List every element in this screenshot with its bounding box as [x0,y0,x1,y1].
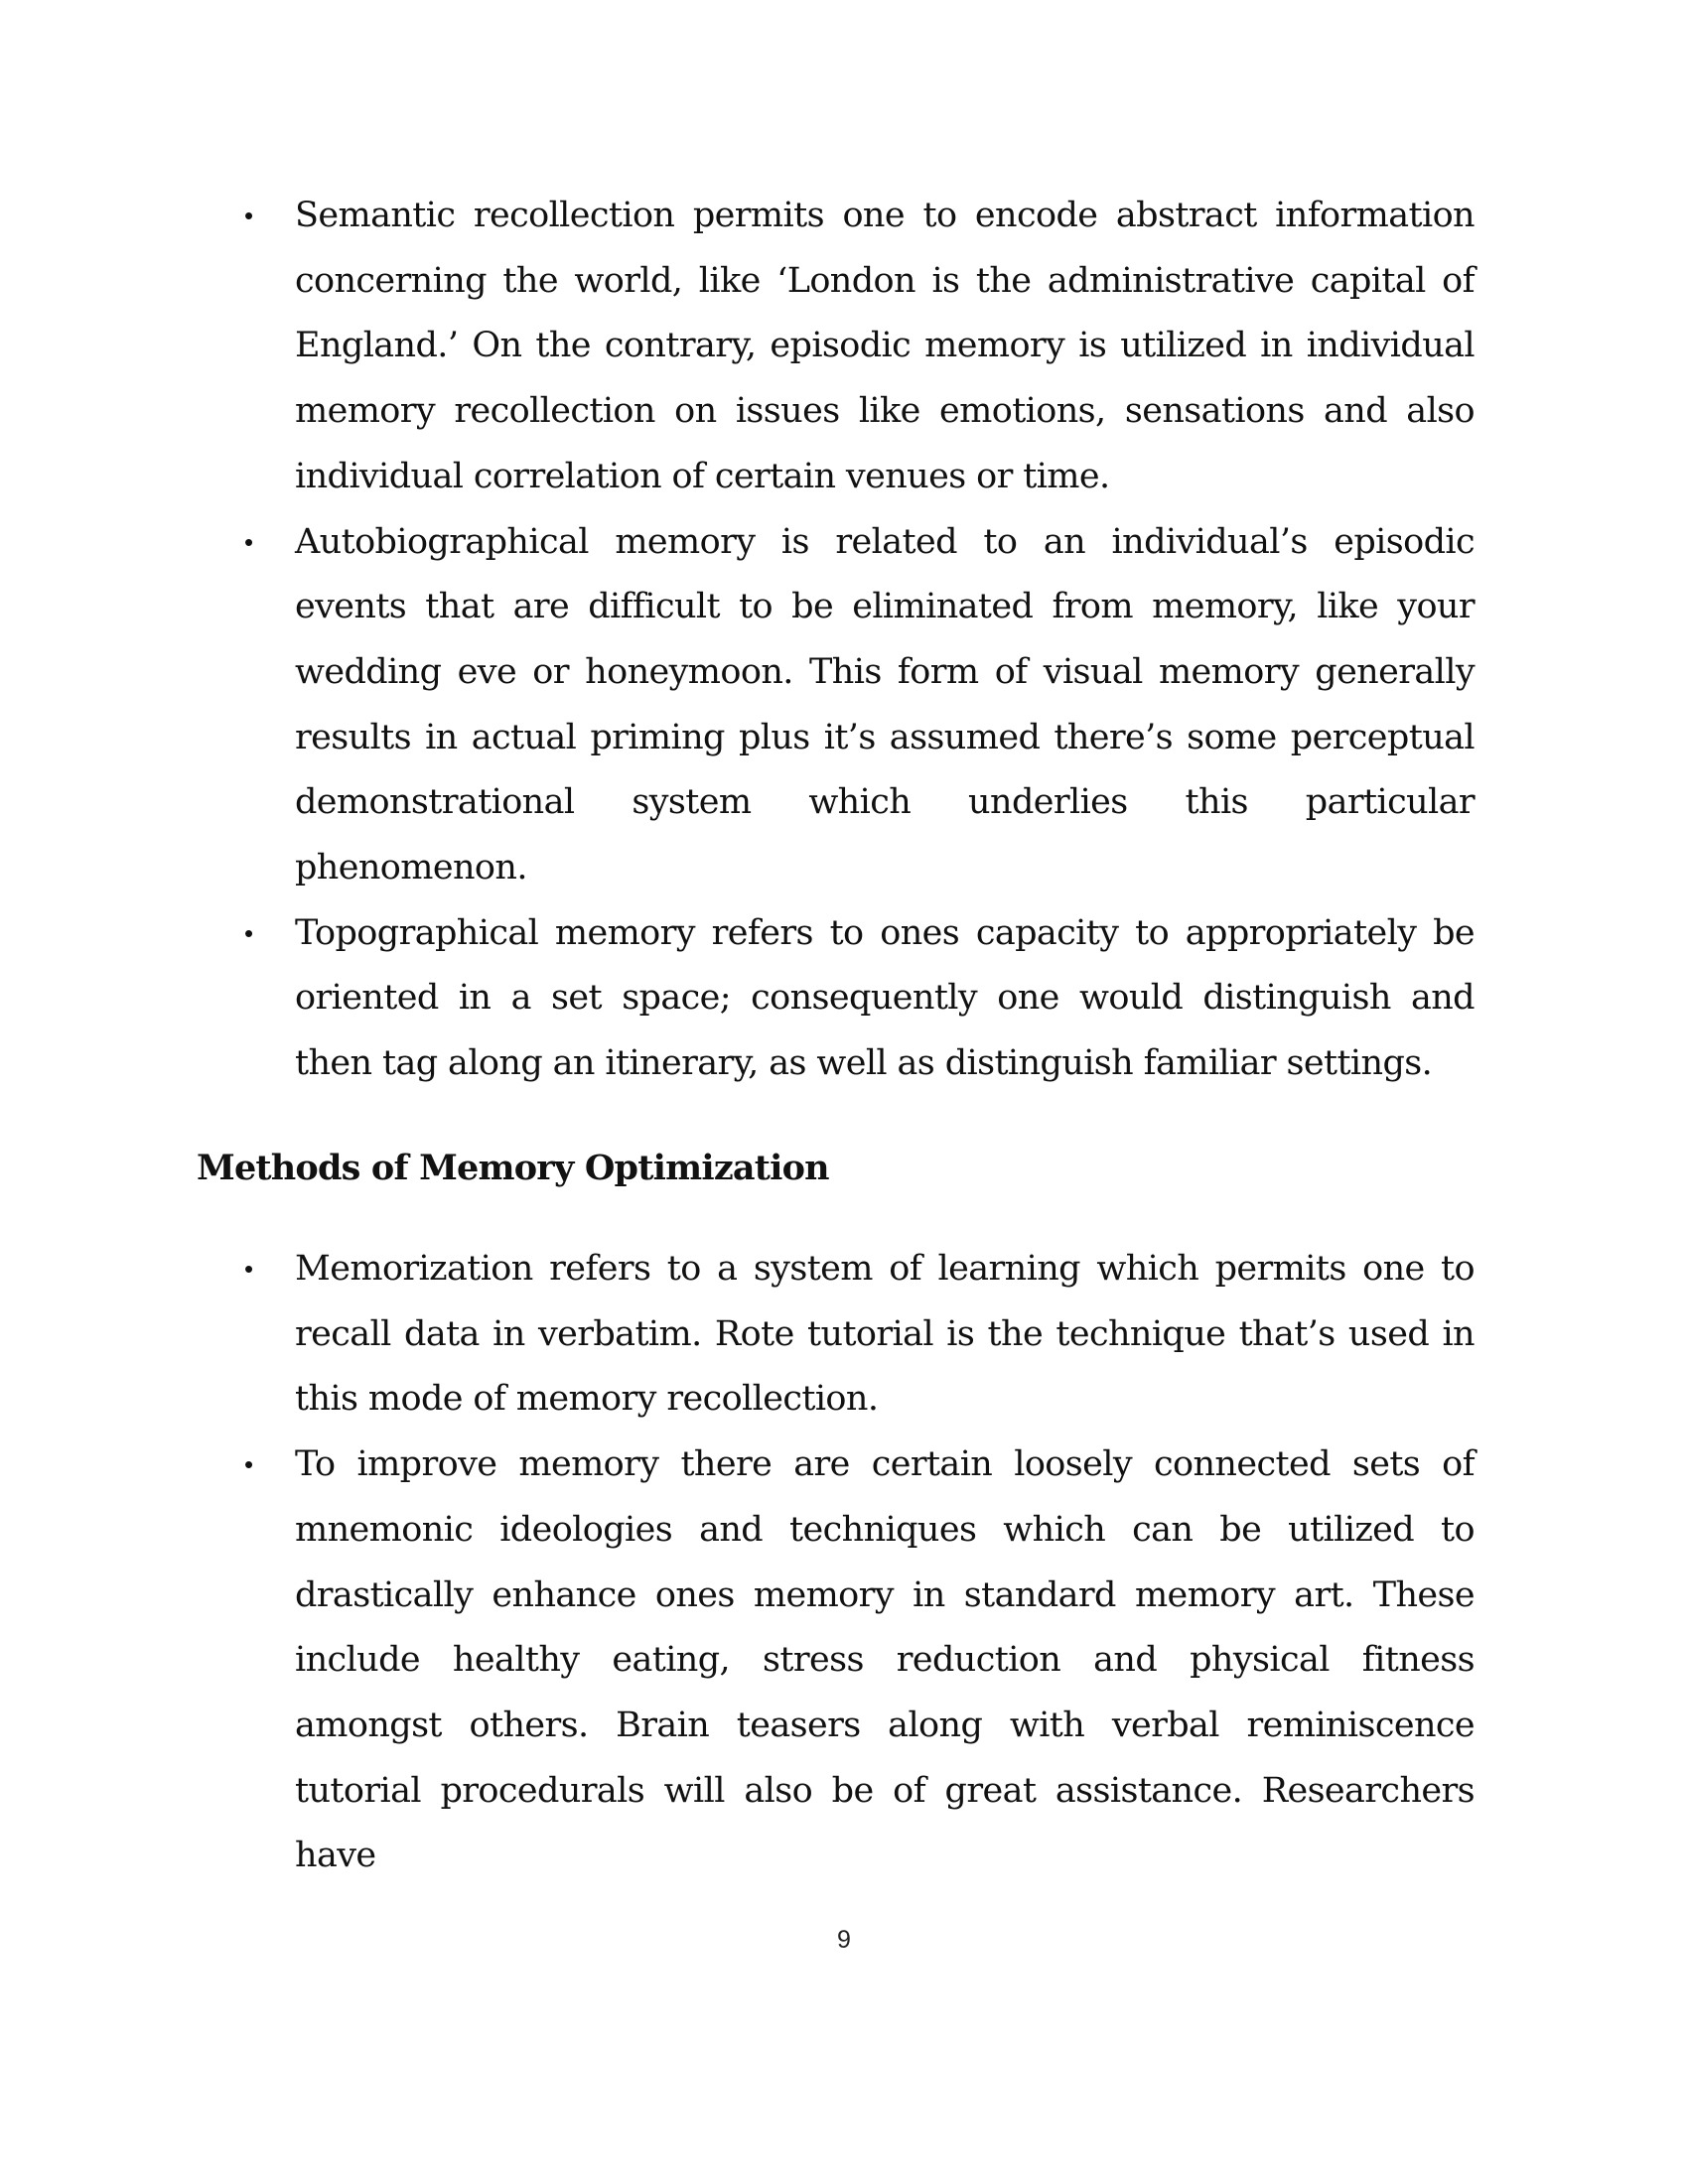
list-item-text: Autobiographical memory is related to an individual’s episodic events that are difficult to be eliminated from memory, like your wedding eve or honeymoon. This form of visual memory generally results in actual priming plus it’s assumed there’s some perceptual demonstrational system which underlies this particular phenomenon. [295,521,1475,888]
bullet-list-memory-types [197,184,1475,1097]
bullet-icon: • [244,201,253,230]
bullet-icon: • [244,917,253,948]
bullet-list-optimization-methods [197,1237,1475,1889]
page-number: 9 [837,1926,851,1954]
bullet-icon: • [244,1449,253,1480]
list-item [197,184,1475,510]
list-item [197,1433,1475,1889]
list-item-text: Semantic recollection permits one to encode abstract information concerning the world, like ‘London is the administrative capital of England.’ On the contrary, episodic memory is utilized in individual memory recollection on issues like emotions, sensations and also individual correlation of certain venues or time. [295,196,1475,496]
list-item-text: Topographical memory refers to ones capacity to appropriately be oriented in a set space; consequently one would distinguish and then tag along an itinerary, as well as distinguish familiar settings. [295,912,1475,1084]
list-item-text: Memorization refers to a system of learning which permits one to recall data in verbatim. Rote tutorial is the technique that’s used in this mode of memory recollection. [295,1249,1475,1420]
section-heading: Methods of Memory Optimization [197,1148,829,1188]
list-item [197,1237,1475,1433]
list-item [197,901,1475,1097]
list-item [197,510,1475,901]
bullet-icon: • [244,526,253,557]
bullet-icon: • [244,1254,253,1284]
list-item-text: To improve memory there are certain loosely connected sets of mnemonic ideologies and techniques which can be utilized to drastically enhance ones memory in standard memory art. These include healthy eating, stress reduction and physical fitness amongst others. Brain teasers along with verbal reminiscence tutorial procedurals will also be of great assistance. Researchers have [295,1444,1475,1876]
